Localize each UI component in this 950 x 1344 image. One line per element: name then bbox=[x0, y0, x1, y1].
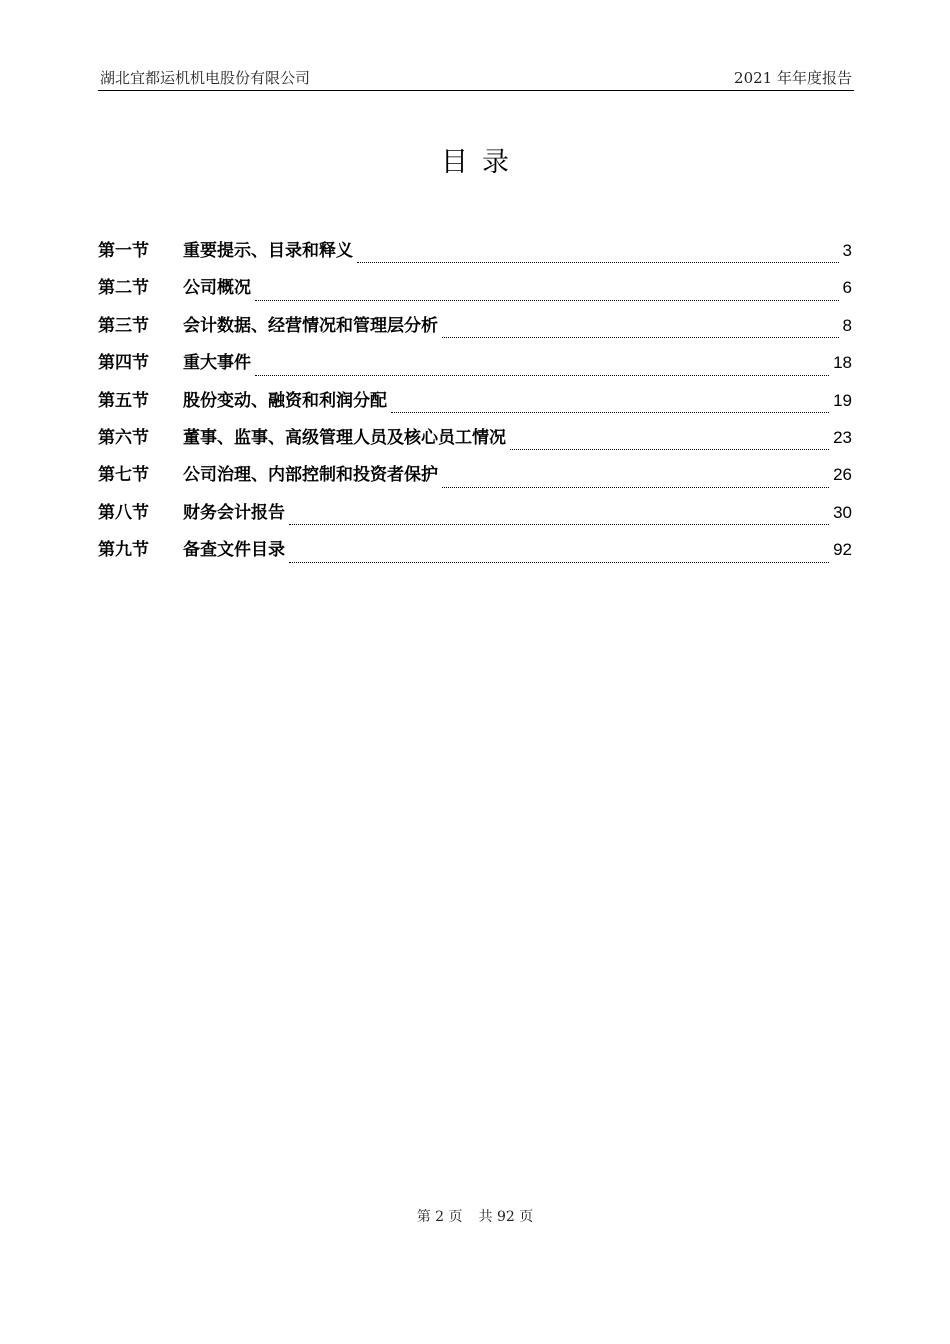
page-footer bbox=[0, 1206, 950, 1226]
toc-section-number: 第二节 bbox=[98, 278, 149, 299]
toc-dot-leader bbox=[357, 262, 839, 263]
toc-section-title: 董事、监事、高级管理人员及核心员工情况 bbox=[183, 427, 506, 448]
toc-page-number: 8 bbox=[842, 315, 852, 335]
toc-page-number: 23 bbox=[833, 427, 852, 447]
toc-section-number: 第四节 bbox=[98, 353, 149, 374]
toc-entry-3[interactable] bbox=[98, 313, 852, 350]
toc-dot-leader bbox=[255, 375, 829, 376]
toc-page-number: 30 bbox=[833, 502, 852, 522]
toc-entry-2[interactable] bbox=[98, 275, 852, 312]
toc-dot-leader bbox=[391, 412, 829, 413]
toc-section-number: 第五节 bbox=[98, 390, 149, 411]
toc-section-number: 第三节 bbox=[98, 315, 149, 336]
toc-section-number: 第九节 bbox=[98, 540, 149, 561]
toc-section-number: 第七节 bbox=[98, 465, 149, 486]
toc-dot-leader bbox=[289, 562, 829, 563]
toc-page-number: 18 bbox=[833, 353, 852, 373]
toc-entry-7[interactable] bbox=[98, 462, 852, 499]
page-header bbox=[98, 64, 854, 91]
toc-page-number: 92 bbox=[833, 540, 852, 560]
toc-dot-leader bbox=[510, 449, 829, 450]
toc-dot-leader bbox=[289, 524, 829, 525]
toc-entry-6[interactable] bbox=[98, 425, 852, 462]
footer-current-page: 第 2 页 bbox=[416, 1209, 463, 1225]
toc-section-title: 公司治理、内部控制和投资者保护 bbox=[183, 465, 438, 486]
header-report-title: 2021 年年度报告 bbox=[734, 69, 852, 87]
toc-section-number: 第八节 bbox=[98, 502, 149, 523]
toc-section-title: 财务会计报告 bbox=[183, 502, 285, 523]
header-company-name: 湖北宜都运机机电股份有限公司 bbox=[100, 69, 311, 87]
toc-section-number: 第六节 bbox=[98, 427, 149, 448]
toc-page-number: 3 bbox=[842, 241, 852, 260]
toc-section-title: 会计数据、经营情况和管理层分析 bbox=[183, 315, 438, 336]
toc-section-number: 第一节 bbox=[98, 241, 149, 261]
toc-entry-8[interactable] bbox=[98, 500, 852, 537]
toc-entry-1[interactable] bbox=[98, 238, 852, 275]
toc-entry-5[interactable] bbox=[98, 388, 852, 425]
toc-page-number: 26 bbox=[833, 465, 852, 485]
toc-dot-leader bbox=[442, 487, 829, 488]
toc-page-number: 6 bbox=[842, 278, 852, 298]
table-of-contents bbox=[98, 238, 852, 575]
toc-section-title: 公司概况 bbox=[183, 278, 251, 299]
toc-section-title: 重大事件 bbox=[183, 353, 251, 374]
toc-dot-leader bbox=[442, 337, 839, 338]
page-title: 目录 bbox=[441, 147, 523, 178]
toc-entry-9[interactable] bbox=[98, 537, 852, 574]
toc-page-number: 19 bbox=[833, 390, 852, 410]
toc-entry-4[interactable] bbox=[98, 350, 852, 387]
toc-section-title: 重要提示、目录和释义 bbox=[183, 241, 353, 261]
toc-section-title: 股份变动、融资和利润分配 bbox=[183, 390, 387, 411]
toc-section-title: 备查文件目录 bbox=[183, 540, 285, 561]
footer-total-pages: 共 92 页 bbox=[478, 1209, 534, 1225]
toc-dot-leader bbox=[255, 300, 839, 301]
